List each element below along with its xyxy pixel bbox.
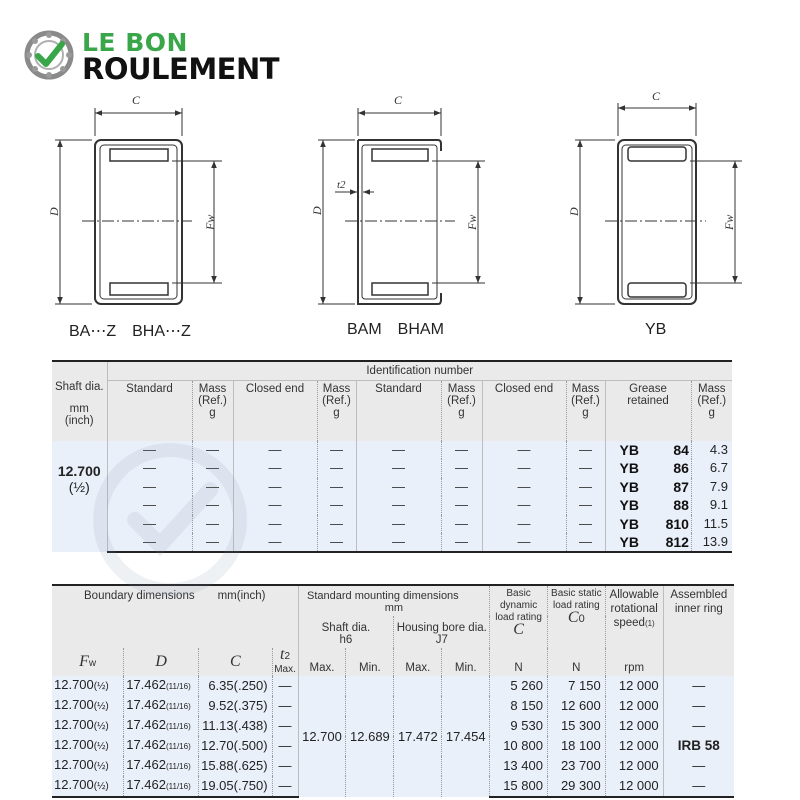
col-standard-2: Standard	[356, 381, 441, 441]
table-row: 12.700(½) 17.462(11/16) 9.52(.375) — 8 150 12 600 12 000 —	[52, 696, 734, 716]
table-row: — — — — — — — — YB 86 6.7	[52, 459, 732, 478]
dim-d-3: D	[567, 207, 581, 216]
table-row: 12.700 (½) — — — — — — — — YB 84 4.3	[52, 441, 732, 460]
grease-part-number: YB 86	[605, 459, 691, 478]
shaft-dia-header: Shaft dia. h6	[298, 616, 394, 648]
mounting-header: Standard mounting dimensions mm	[298, 585, 490, 616]
drawings-svg	[0, 88, 800, 350]
col-mass-3: Mass (Ref.) g	[441, 381, 482, 441]
col-c: C	[199, 648, 273, 676]
dim-c-1: C	[132, 93, 141, 107]
drawing-label-yb: YB	[645, 321, 667, 338]
shaft-header: Shaft dia. mm (inch)	[52, 361, 107, 441]
col-d: D	[124, 648, 199, 676]
identification-table	[52, 360, 732, 553]
inner-ring-irb58: IRB 58	[663, 736, 734, 756]
table-row: — — — — — — — — YB 812 13.9	[52, 533, 732, 552]
housing-bore-header: Housing bore dia. J7	[394, 616, 490, 648]
table-row: — — — — — — — — YB 87 7.9	[52, 478, 732, 497]
grease-part-number: YB 87	[605, 478, 691, 497]
dim-fw-1: Fw	[203, 214, 217, 230]
col-mass-5: Mass (Ref.) g	[691, 381, 732, 441]
col-fw: Fw	[52, 648, 124, 676]
boundary-dimensions-table	[52, 584, 734, 798]
table-row: 12.700(½) 17.462(11/16) 12.70(.500) — 10 800 18 100 12 000 IRB 58	[52, 736, 734, 756]
bearing-check-icon	[24, 30, 74, 80]
grease-mass: 11.5	[691, 515, 732, 534]
shaft-min-value: 12.689	[346, 676, 394, 797]
col-closed-1: Closed end	[233, 381, 317, 441]
table-row: — — — — — — — — YB 810 11.5	[52, 515, 732, 534]
table-row: 12.700(½) 17.462(11/16) 11.13(.438) — 9 530 15 300 12 000 —	[52, 716, 734, 736]
col-mass-4: Mass (Ref.) g	[566, 381, 605, 441]
dynamic-load-header: Basic dynamic load rating C	[490, 585, 548, 648]
col-mass-1: Mass (Ref.) g	[192, 381, 233, 441]
drawing-yb	[575, 103, 742, 304]
speed-header: Allowable rotational speed(1)	[605, 585, 663, 648]
grease-part-number: YB 88	[605, 496, 691, 515]
drawing-bam	[318, 108, 485, 304]
dim-fw-3: Fw	[722, 214, 736, 230]
shaft-diameter-cell: 12.700 (½)	[52, 441, 107, 553]
col-shaft-min: Min.	[346, 648, 394, 676]
col-grease: Grease retained	[605, 381, 691, 441]
shaft-max-value: 12.700	[298, 676, 346, 797]
brand-logo	[24, 26, 314, 86]
dim-c-3: C	[652, 89, 661, 103]
table-row: 12.700(½) 17.462(11/16) 19.05(.750) — 15 800 29 300 12 000 —	[52, 776, 734, 797]
table-row: 12.700(½) 17.462(11/16) 6.35(.250) — 12.700 12.689 17.472 17.454 5 260 7 150 12 000 —	[52, 676, 734, 696]
unit-n-stat: N	[547, 648, 605, 676]
grease-part-number: YB 84	[605, 441, 691, 460]
col-mass-2: Mass (Ref.) g	[317, 381, 356, 441]
col-t2: t2 Max.	[272, 648, 298, 676]
col-housing-min: Min.	[442, 648, 490, 676]
grease-part-number: YB 810	[605, 515, 691, 534]
dim-c-2: C	[394, 93, 403, 107]
dim-t2-2: t2	[337, 179, 346, 191]
grease-mass: 9.1	[691, 496, 732, 515]
drawing-label-bam: BAM BHAM	[347, 321, 444, 338]
unit-n-dyn: N	[490, 648, 548, 676]
static-load-header: Basic static load rating C0	[547, 585, 605, 648]
table-row: — — — — — — — — YB 88 9.1	[52, 496, 732, 515]
unit-rpm: rpm	[605, 648, 663, 676]
col-closed-2: Closed end	[482, 381, 566, 441]
dim-d-1: D	[47, 207, 61, 216]
grease-mass: 7.9	[691, 478, 732, 497]
logo-text-top: LE BON	[82, 28, 188, 57]
logo-text-bottom: ROULEMENT	[82, 52, 280, 86]
grease-part-number: YB 812	[605, 533, 691, 552]
drawing-ba-z	[55, 108, 222, 304]
col-standard-1: Standard	[107, 381, 192, 441]
dim-fw-2: Fw	[465, 214, 479, 230]
col-shaft-max: Max.	[298, 648, 346, 676]
col-housing-max: Max.	[394, 648, 442, 676]
housing-max-value: 17.472	[394, 676, 442, 797]
grease-mass: 13.9	[691, 533, 732, 552]
bearing-drawings	[0, 88, 800, 350]
identification-header: Identification number	[107, 361, 732, 381]
dim-d-2: D	[310, 206, 324, 215]
boundary-header: Boundary dimensions mm(inch)	[52, 585, 298, 648]
housing-min-value: 17.454	[442, 676, 490, 797]
inner-ring-header: Assembled inner ring	[663, 585, 734, 648]
drawing-label-ba-z: BA⋯Z BHA⋯Z	[69, 323, 191, 340]
grease-mass: 4.3	[691, 441, 732, 460]
grease-mass: 6.7	[691, 459, 732, 478]
table-row: 12.700(½) 17.462(11/16) 15.88(.625) — 13 400 23 700 12 000 —	[52, 756, 734, 776]
